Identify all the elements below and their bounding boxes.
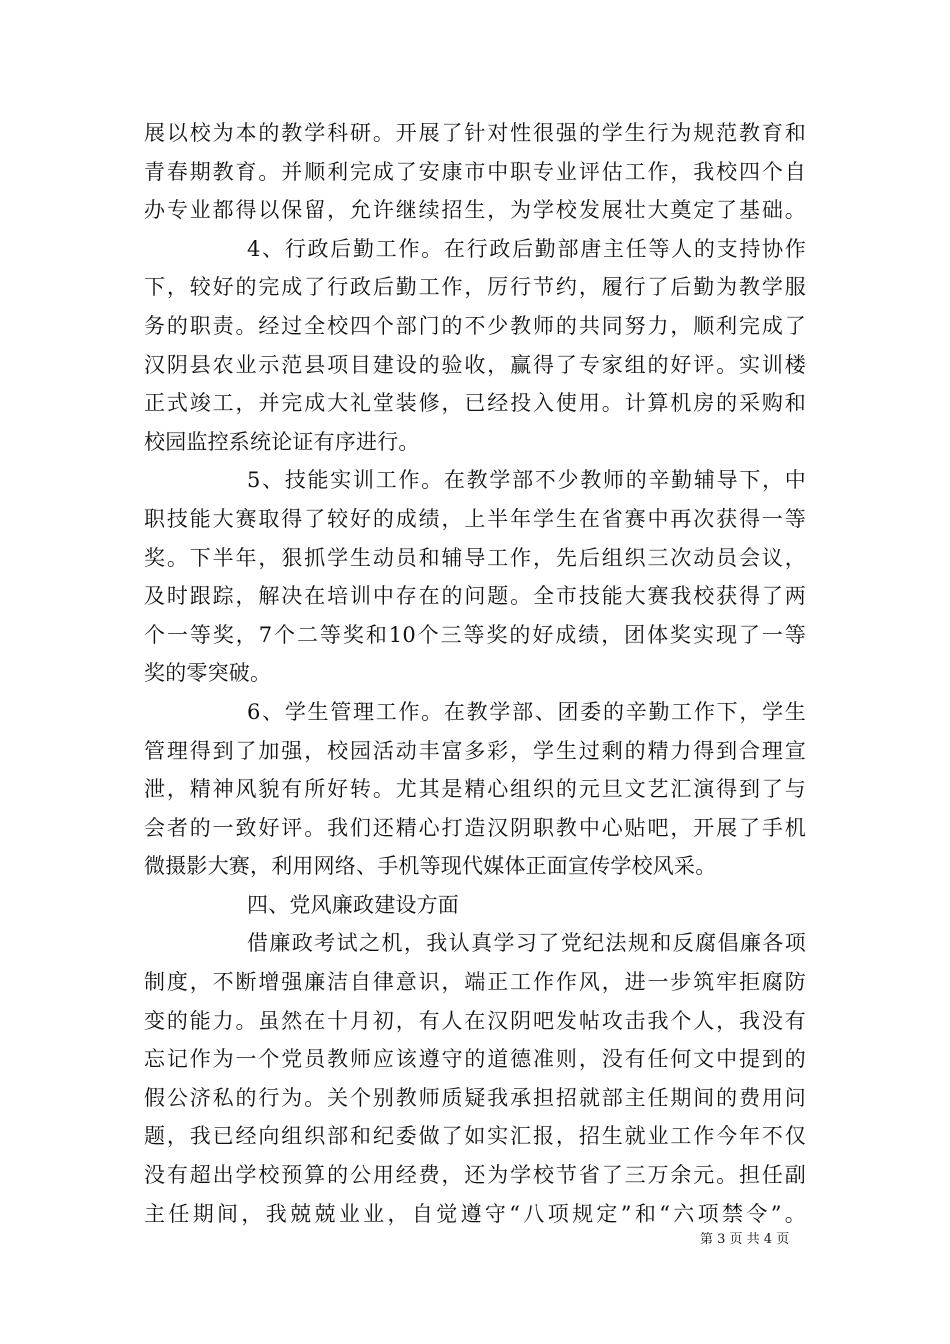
section-title: 四、党风廉政建设方面 [247, 892, 459, 917]
page-number-footer: 第 3 页 共 4 页 [700, 1232, 790, 1247]
text-line: 奖的零突破。 [144, 661, 272, 686]
text-line: 假公济私的行为。关个别教师质疑我承担招就部主任期间的费用问 [144, 1085, 806, 1110]
text-line: 制度，不断增强廉洁自律意识，端正工作作风，进一步筑牢拒腐防 [144, 970, 806, 995]
text-line: 管理得到了加强，校园活动丰富多彩，学生过剩的精力得到合理宣 [144, 738, 806, 763]
text-line: 个一等奖，7个二等奖和10个三等奖的好成绩，团体奖实现了一等 [144, 622, 806, 647]
text-line: 泄，精神风貌有所好转。尤其是精心组织的元旦文艺汇演得到了与 [144, 777, 806, 802]
text-line: 主任期间，我兢兢业业，自觉遵守“八项规定”和“六项禁令”。 [144, 1201, 806, 1226]
text-line: 题，我已经向组织部和纪委做了如实汇报，招生就业工作今年不仅 [144, 1124, 806, 1149]
text-line: 青春期教育。并顺利完成了安康市中职专业评估工作，我校四个自 [144, 159, 806, 184]
text-line: 职技能大赛取得了较好的成绩，上半年学生在省赛中再次获得一等 [144, 506, 806, 531]
text-line: 展以校为本的教学科研。开展了针对性很强的学生行为规范教育和 [144, 121, 806, 145]
text-line: 汉阴县农业示范县项目建设的验收，赢得了专家组的好评。实训楼 [144, 352, 806, 377]
text-line: 会者的一致好评。我们还精心打造汉阴职教中心贴吧，开展了手机 [144, 815, 806, 840]
text-line: 奖。下半年，狠抓学生动员和辅导工作，先后组织三次动员会议， [144, 545, 806, 570]
section-heading-line: 4、行政后勤工作。在行政后勤部唐主任等人的支持协作 [247, 236, 806, 261]
text-line: 校园监控系统论证有序进行。 [144, 429, 420, 454]
document-body [144, 114, 806, 1233]
text-line: 办专业都得以保留，允许继续招生，为学校发展壮大奠定了基础。 [144, 198, 806, 223]
text-line: 微摄影大赛，利用网络、手机等现代媒体正面宣传学校风采。 [144, 854, 717, 879]
text-line: 下，较好的完成了行政后勤工作，厉行节约，履行了后勤为教学服 [144, 275, 806, 300]
text-line: 及时跟踪，解决在培训中存在的问题。全市技能大赛我校获得了两 [144, 584, 806, 609]
paragraph-first-line: 借廉政考试之机，我认真学习了党纪法规和反腐倡廉各项 [247, 931, 806, 956]
text-line: 没有超出学校预算的公用经费，还为学校节省了三万余元。担任副 [144, 1163, 806, 1188]
text-line: 正式竣工，并完成大礼堂装修，已经投入使用。计算机房的采购和 [144, 391, 806, 416]
text-line: 务的职责。经过全校四个部门的不少教师的共同努力，顺利完成了 [144, 313, 806, 338]
section-heading-line: 6、学生管理工作。在教学部、团委的辛勤工作下，学生 [247, 699, 806, 724]
section-heading-line: 5、技能实训工作。在教学部不少教师的辛勤辅导下，中 [247, 468, 806, 493]
text-line: 变的能力。虽然在十月初，有人在汉阴吧发帖攻击我个人，我没有 [144, 1008, 806, 1033]
text-line: 忘记作为一个党员教师应该遵守的道德准则，没有任何文中提到的 [144, 1047, 806, 1072]
